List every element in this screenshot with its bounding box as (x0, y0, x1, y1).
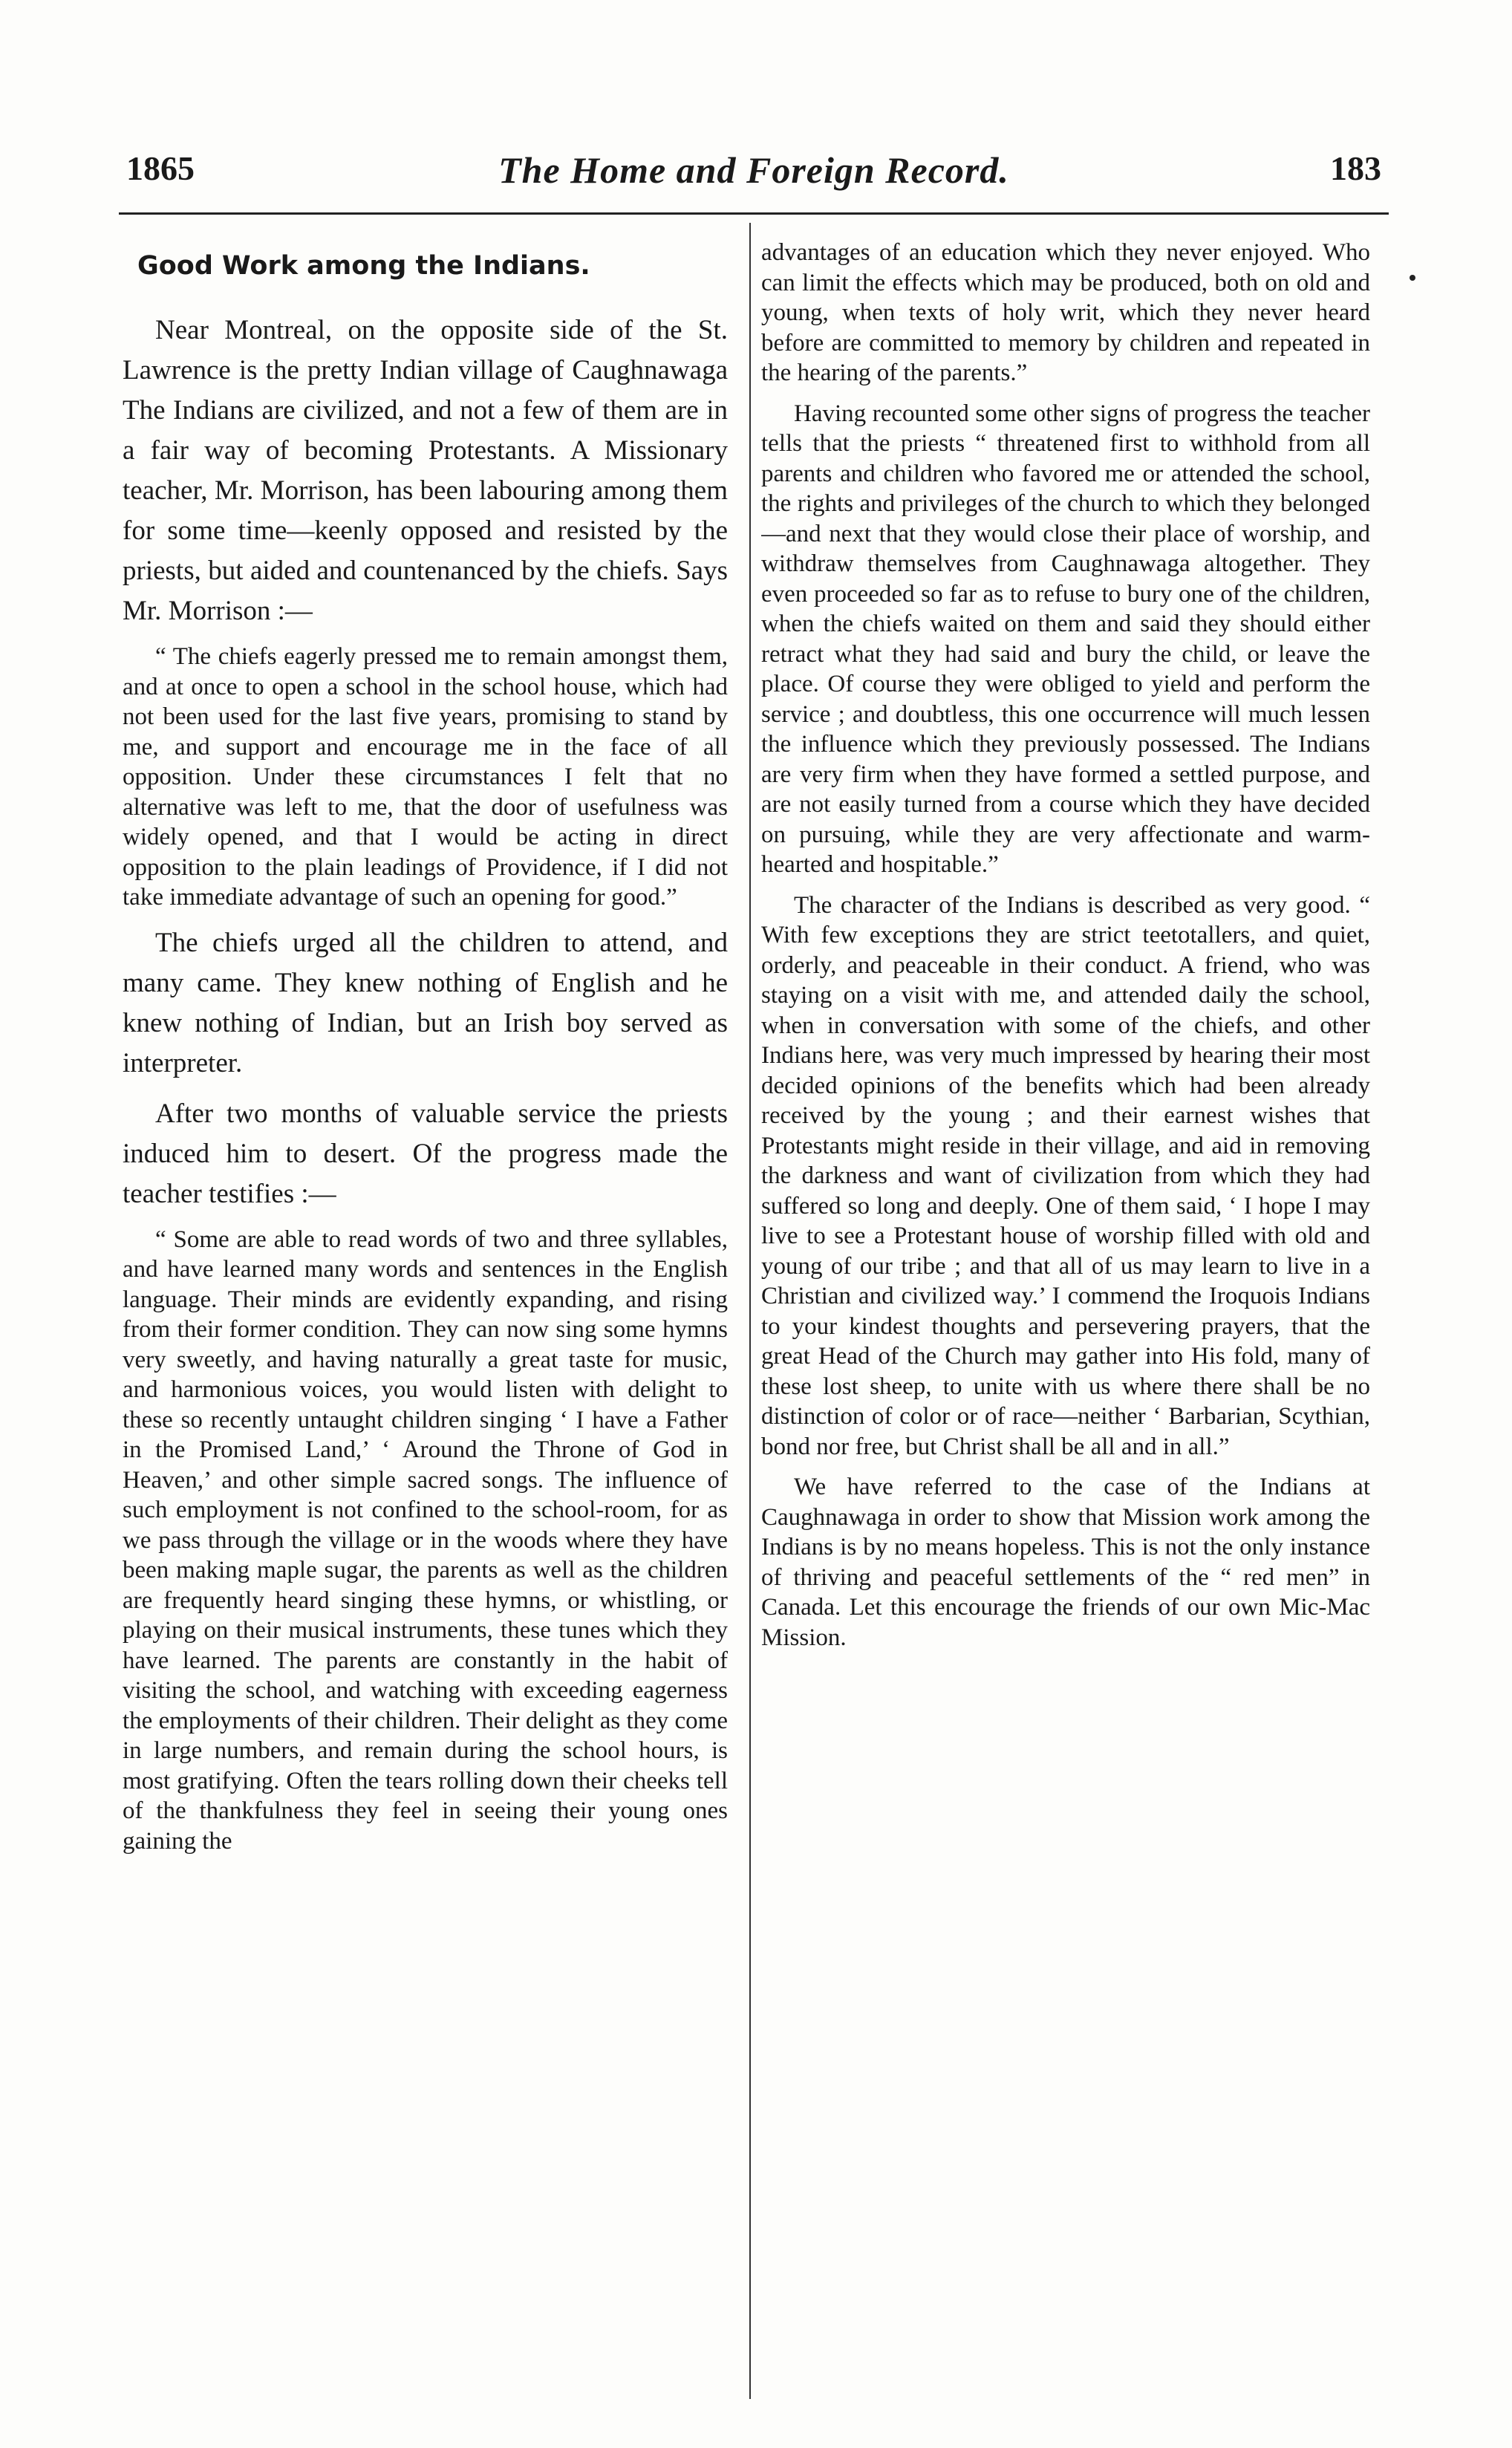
header-rule (119, 212, 1389, 215)
page-number: 183 (1330, 149, 1381, 187)
quoted-paragraph: advantages of an education which they never enjoyed. Who can limit the effects which may be produced, both on old and young, when texts of holy writ, which they never heard before are committed to memory by children and repeated in the hearing of the parents.” (761, 239, 1370, 386)
page-header (119, 149, 1389, 215)
quoted-paragraph: “ Some are able to read words of two and three syllables, and have learned many words and sentences in the English language. Their minds are evidently expanding, and rising from their former condition. They can now sing some hymns very sweetly, and having naturally a great taste for music, and harmonious voices, you would listen with delight to these so recently untaught children singing ‘ I have a Father in the Promised Land,’ ‘ Around the Throne of God in Heaven,’ and other simple sacred songs. The influence of such employment is not confined to the school-room, for as we pass through the village or in the woods where they have been making maple sugar, the parents as well as the children are frequently heard singing these hymns, or whistling, or playing on their musical instruments, these tunes which they have learned. The parents are constantly in the habit of visiting the school, and watching with exceeding eagerness the employments of their children. Their delight as they come in large numbers, and remain during the school hours, is most gratifying. Often the tears rolling down their cheeks tell of the thankfulness they feel in seeing their young ones gaining the (123, 1225, 728, 1855)
right-column (761, 238, 1370, 2392)
article-paragraph: After two months of valuable service the priests induced him to desert. Of the progress made the teacher testifies :— (123, 1098, 728, 1209)
article-paragraph: The character of the Indians is described as very good. “ With few exceptions they are strict teetotallers, and quiet, orderly, and peaceable in their conduct. A friend, who was staying on a visit with me, and attended daily the school, when in conversation with some of the chiefs, and other Indians here, was very much impressed by hearing their most decided opinions of the benefits which had been already received by the young ; and their earnest wishes that Protestants might reside in their village, and aid in removing the darkness and want of civilization from which they had suffered so long and deeply. One of them said, ‘ I hope I may live to see a Protestant house of worship filled with old and young of our tribe ; and that all of us may learn to live in a Christian and civilized way.’ I commend the Iroquois Indians to your kindest thoughts and persevering prayers, that the great Head of the Church may gather into His fold, many of these lost sheep, to unite with us where there shall be no distinction of color or of race—neither ‘ Barbarian, Scythian, bond nor free, but Christ shall be all and in all.” (761, 891, 1370, 1460)
article-paragraph: We have referred to the case of the Indians at Caughnawaga in order to show that Mission work among the Indians is by no means hopeless. This is not the only instance of thriving and peaceful settlements of the “ red men” in Canada. Let this encourage the friends of our own Mic-Mac Mission. (761, 1474, 1370, 1651)
article-paragraph: Near Montreal, on the opposite side of the St. Lawrence is the pretty Indian village of Caughnawaga The Indians are civilized, and not a few of them are in a fair way of becoming Protestants. A Missionary teacher, Mr. Morrison, has been labouring among them for some time—keenly opposed and resisted by the priests, but aided and countenanced by the chiefs. Says Mr. Morrison :— (123, 315, 728, 626)
column-divider (749, 223, 751, 2399)
article-paragraph: The chiefs urged all the children to attend, and many came. They knew nothing of English and he knew nothing of Indian, but an Irish boy served as interpreter. (123, 927, 728, 1078)
article-paragraph: Having recounted some other signs of progress the teacher tells that the priests “ threatened first to withhold from all parents and children who favored me or attended the school, the rights and privileges of the church to which they belonged —and next that they would close their place of worship, and withdraw themselves from Caughnawaga altogether. They even proceeded so far as to refuse to bury one of the children, when the chiefs waited on them and said they should either retract what they had said and bury the child, or leave the place. Of course they were obliged to yield and perform the service ; and doubtless, this one occurrence will much lessen the influence which they previously possessed. The Indians are very firm when they have formed a settled purpose, and are not easily turned from a course which they have decided on pursuing, while they are very affectionate and warm-hearted and hospitable.” (761, 400, 1370, 878)
journal-title: The Home and Foreign Record. (498, 149, 1009, 191)
header-year: 1865 (126, 149, 195, 187)
margin-dot (1410, 275, 1415, 281)
left-column (123, 238, 728, 2392)
article-title: Good Work among the Indians. (137, 251, 590, 281)
quoted-paragraph: “ The chiefs eagerly pressed me to remain amongst them, and at once to open a school in the school house, which had not been used for the last five years, promising to stand by me, and support and encourage me in the face of all opposition. Under these circumstances I felt that no alternative was left to me, that the door of usefulness was widely opened, and that I would be acting in direct opposition to the plain leadings of Providence, if I did not take immediate advantage of such an opening for good.” (123, 643, 728, 911)
